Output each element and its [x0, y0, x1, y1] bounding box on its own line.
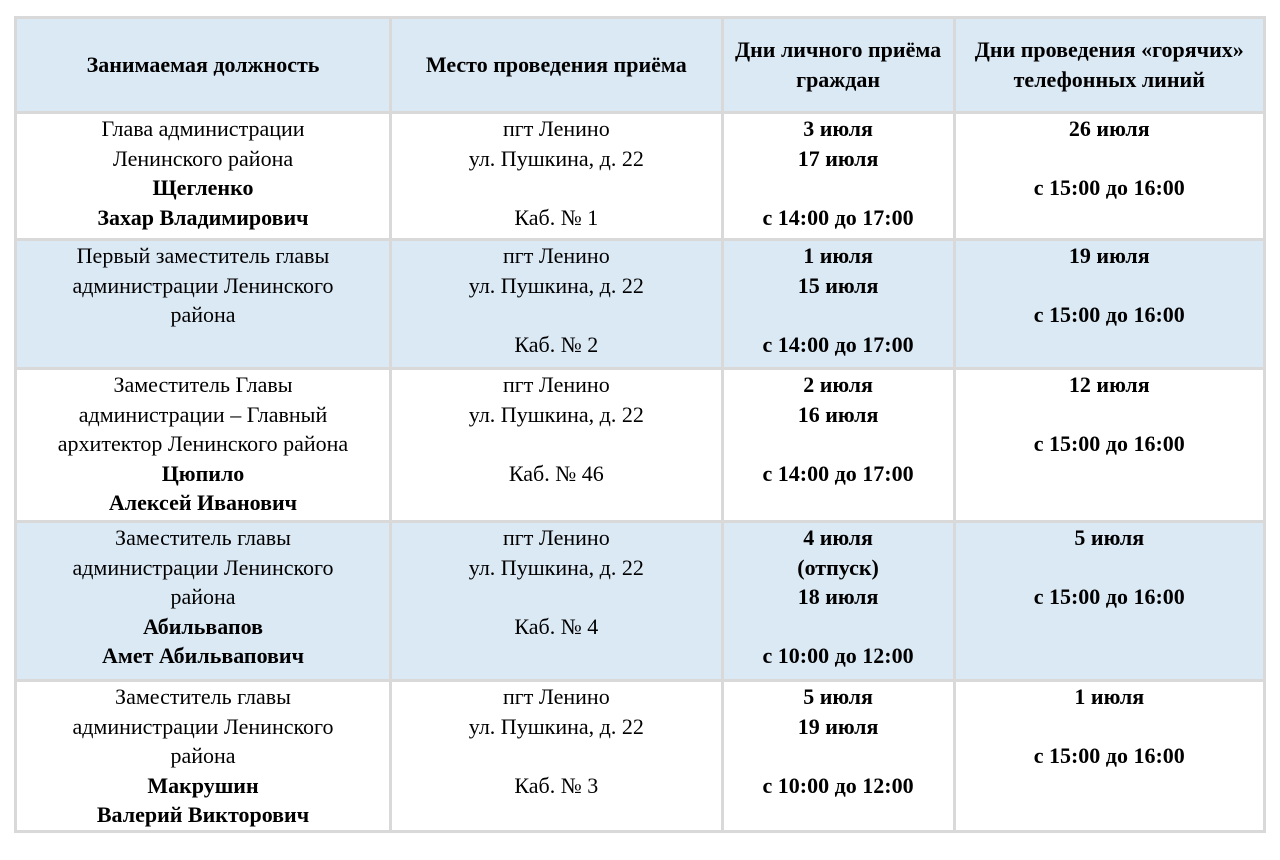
reception-date: 5 июля [803, 684, 873, 709]
reception-time: с 14:00 до 17:00 [762, 460, 914, 486]
hotline-cell [956, 370, 1264, 520]
official-given-names: Алексей Иванович [108, 490, 298, 515]
place-office: Каб. № 46 [508, 460, 604, 486]
reception-days-cell [724, 682, 953, 830]
reception-note: (отпуск) [797, 554, 879, 580]
hotline-time: с 15:00 до 16:00 [1033, 431, 1185, 456]
table-row [17, 370, 1263, 520]
hotline-cell [956, 241, 1264, 367]
official-surname: Цюпило [161, 460, 245, 486]
header-days-line-1: Дни личного [734, 37, 863, 62]
place-street: ул. Пушкина, д. 22 [468, 272, 644, 298]
reception-date: 17 июля [797, 145, 879, 171]
position-line: района [170, 302, 236, 327]
position-cell [17, 114, 389, 238]
position-line: архитектор Ленинского района [57, 431, 349, 456]
header-position: Занимаемая должность [17, 19, 389, 111]
position-cell [17, 241, 389, 367]
hotline-date: 1 июля [1074, 684, 1145, 709]
header-hotline-line-1: Дни проведения [974, 37, 1136, 62]
place-settlement: пгт Ленино [502, 372, 610, 397]
position-cell [17, 523, 389, 679]
place-settlement: пгт Ленино [502, 243, 610, 268]
reception-time: с 10:00 до 12:00 [762, 772, 914, 798]
official-surname: Абильвапов [142, 613, 264, 639]
place-office: Каб. № 4 [514, 613, 599, 639]
header-hotline [956, 19, 1264, 111]
reception-date: 15 июля [797, 272, 879, 298]
place-street: ул. Пушкина, д. 22 [468, 401, 644, 427]
official-given-names: Валерий Викторович [96, 802, 310, 827]
position-line: администрации Ленинского [72, 272, 334, 298]
reception-time: с 10:00 до 12:00 [762, 643, 914, 668]
position-line: Первый заместитель главы [76, 243, 330, 268]
place-office: Каб. № 2 [514, 331, 599, 357]
position-cell [17, 682, 389, 830]
header-days [724, 19, 953, 111]
table-header-row [17, 19, 1263, 111]
reception-time: с 14:00 до 17:00 [762, 331, 914, 357]
header-place: Место проведения приёма [392, 19, 721, 111]
reception-days-cell [724, 241, 953, 367]
reception-days-cell [724, 523, 953, 679]
position-line: Ленинского района [112, 145, 294, 171]
position-line: администрации Ленинского [72, 713, 334, 739]
place-cell [392, 114, 721, 238]
header-hotline-line-3: линий [1141, 67, 1205, 92]
reception-date: 18 июля [797, 584, 879, 609]
table-row [17, 114, 1263, 238]
reception-date: 1 июля [803, 243, 873, 268]
position-line: района [170, 743, 236, 768]
reception-date: 16 июля [797, 401, 879, 427]
table-row [17, 682, 1263, 830]
header-days-line-2: приёма граждан [796, 37, 942, 92]
place-cell [392, 241, 721, 367]
position-line: Заместитель главы [115, 684, 291, 709]
position-cell [17, 370, 389, 520]
hotline-cell [956, 523, 1264, 679]
position-line: района [170, 584, 236, 609]
place-cell [392, 682, 721, 830]
reception-date: 4 июля [803, 525, 873, 550]
hotline-time: с 15:00 до 16:00 [1033, 584, 1185, 609]
place-settlement: пгт Ленино [502, 116, 610, 141]
place-office: Каб. № 1 [514, 204, 599, 230]
official-surname: Щегленко [152, 175, 254, 200]
reception-time: с 14:00 до 17:00 [762, 204, 914, 230]
official-given-names: Захар Владимирович [97, 204, 309, 230]
place-street: ул. Пушкина, д. 22 [468, 554, 644, 580]
hotline-date: 19 июля [1068, 243, 1150, 268]
hotline-time: с 15:00 до 16:00 [1033, 175, 1185, 200]
place-cell [392, 523, 721, 679]
header-hotline-line-2: «горячих» телефонных [1013, 37, 1244, 92]
place-street: ул. Пушкина, д. 22 [468, 145, 644, 171]
reception-days-cell [724, 114, 953, 238]
place-street: ул. Пушкина, д. 22 [468, 713, 644, 739]
reception-date: 2 июля [803, 372, 873, 397]
table-row [17, 241, 1263, 367]
place-settlement: пгт Ленино [502, 684, 610, 709]
place-settlement: пгт Ленино [502, 525, 610, 550]
place-cell [392, 370, 721, 520]
reception-schedule-table [14, 16, 1266, 833]
hotline-date: 5 июля [1074, 525, 1145, 550]
position-line: администрации Ленинского [72, 554, 334, 580]
reception-date: 3 июля [803, 116, 873, 141]
reception-days-cell [724, 370, 953, 520]
reception-date: 19 июля [797, 713, 879, 739]
hotline-cell [956, 114, 1264, 238]
hotline-cell [956, 682, 1264, 830]
official-surname: Макрушин [147, 772, 259, 798]
position-line: Заместитель главы [115, 525, 291, 550]
hotline-time: с 15:00 до 16:00 [1033, 302, 1185, 327]
hotline-date: 26 июля [1068, 116, 1150, 141]
table-row [17, 523, 1263, 679]
place-office: Каб. № 3 [514, 772, 599, 798]
position-line: Заместитель Главы [113, 372, 293, 397]
hotline-date: 12 июля [1068, 372, 1150, 397]
position-line: администрации – Главный [78, 401, 328, 427]
hotline-time: с 15:00 до 16:00 [1033, 743, 1185, 768]
official-given-names: Амет Абильвапович [101, 643, 305, 668]
position-line: Глава администрации [101, 116, 305, 141]
